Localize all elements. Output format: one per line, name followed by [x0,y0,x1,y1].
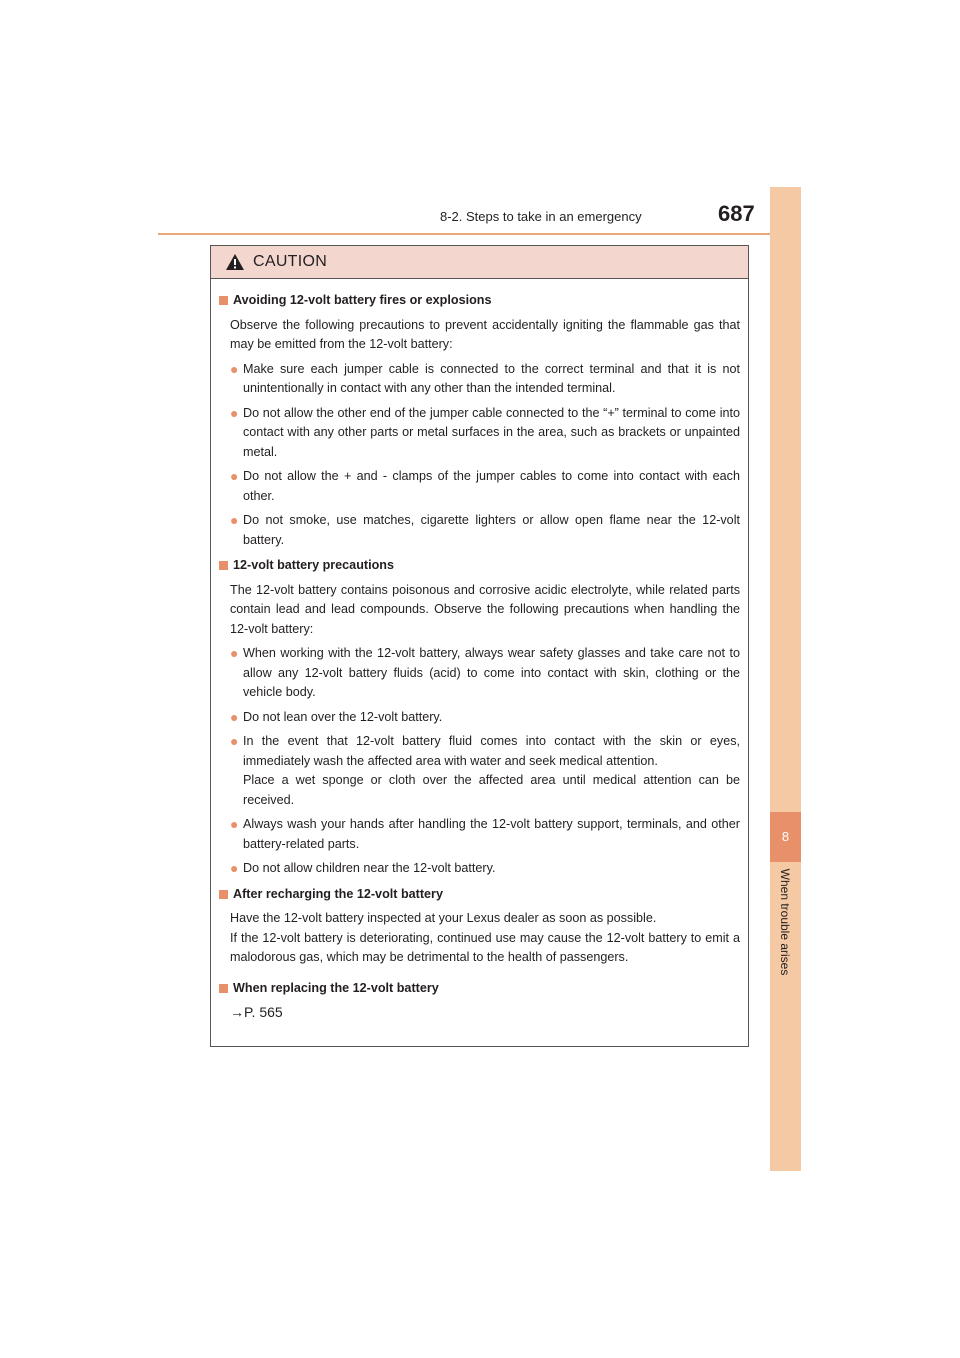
circle-bullet-icon: ● [230,708,239,725]
warning-triangle-icon [225,253,245,271]
square-bullet-icon [219,984,228,993]
circle-bullet-icon: ● [230,645,239,661]
chapter-number: 8 [770,812,801,862]
caution-box [210,245,749,1047]
list-item: ● Do not allow children near the 12-volt battery. [219,859,740,879]
circle-bullet-icon: ● [230,733,239,749]
square-bullet-icon [219,561,228,570]
square-bullet-icon [219,296,228,305]
section-heading: When replacing the 12-volt battery [219,979,740,999]
header-divider [158,233,801,235]
caution-body [211,279,748,1023]
section-intro: Have the 12-volt battery inspected at your Lexus dealer as soon as possible. If the 12-volt battery is deteriorating, continued use may cause the 12-volt battery to emit a malodorous gas, which may be detrimental to the health of passengers. [230,911,740,964]
chapter-tab [770,187,801,1171]
caution-header [211,246,748,279]
chapter-label: When trouble arises [778,868,792,976]
list-item: ● When working with the 12-volt battery, always wear safety glasses and take care not to allow any 12-volt battery fluids (acid) to come into contact with skin, clothing or the vehicle body. [219,644,740,703]
list-item: ● Do not lean over the 12-volt battery. [219,708,740,728]
page-reference-link[interactable]: →P. 565 [230,1004,283,1020]
list-item: ● Always wash your hands after handling the 12-volt battery support, terminals, and other battery-related parts. [219,815,740,854]
page-number: 687 [718,201,755,226]
section-heading: Avoiding 12-volt battery fires or explosions [219,291,740,311]
list-item: ● Do not allow the other end of the jumper cable connected to the “+” terminal to come into contact with any other parts or metal surfaces in the area, such as brackets or unpainted metal. [219,404,740,463]
list-item: ● Do not allow the + and - clamps of the jumper cables to come into contact with each other. [219,467,740,506]
circle-bullet-icon: ● [230,512,239,528]
circle-bullet-icon: ● [230,360,239,377]
section-title: 8-2. Steps to take in an emergency [440,209,642,224]
list-item: ● Do not smoke, use matches, cigarette lighters or allow open flame near the 12-volt battery. [219,511,740,550]
section-heading: After recharging the 12-volt battery [219,885,740,905]
circle-bullet-icon: ● [230,404,239,421]
section-heading: 12-volt battery precautions [219,556,740,576]
square-bullet-icon [219,890,228,899]
list-item: ● Make sure each jumper cable is connected to the correct terminal and that it is not unintentionally in contact with any other than the intended terminal. [219,360,740,399]
section-intro: The 12-volt battery contains poisonous and corrosive acidic electrolyte, while related parts contain lead and lead compounds. Observe the following precautions when handling the 12-volt battery: [230,582,740,636]
circle-bullet-icon: ● [230,860,239,876]
caution-title: CAUTION [253,253,328,270]
list-item: ● In the event that 12-volt battery fluid comes into contact with the skin or eyes, immediately wash the affected area with water and seek medical attention. Place a wet sponge or cloth over the affected area until medical attention can be received. [219,732,740,810]
circle-bullet-icon: ● [230,468,239,484]
circle-bullet-icon: ● [230,816,239,832]
section-intro: Observe the following precautions to prevent accidentally igniting the flammable gas that may be emitted from the 12-volt battery: [230,317,740,351]
